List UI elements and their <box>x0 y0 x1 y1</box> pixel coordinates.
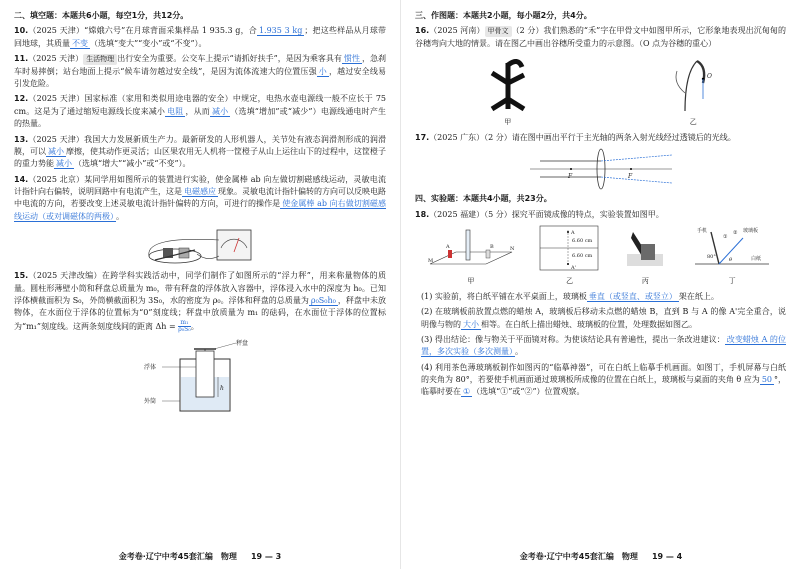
label-pan: 秤盘 <box>236 340 249 347</box>
figure-18-yi: A A' 6.60 cm 6.60 cm 乙 <box>538 224 602 287</box>
figure-16-yi: O 乙 <box>663 53 723 128</box>
svg-text:θ: θ <box>729 257 733 264</box>
svg-text:白纸: 白纸 <box>751 256 762 263</box>
figure-18-jia: A B M N 甲 <box>426 224 516 287</box>
figure-18-ding: 手机 玻璃板 白纸 ① ② 80° θ 丁 <box>689 224 775 287</box>
answer: 50 <box>761 375 772 385</box>
tracing-tool-photo <box>623 224 667 272</box>
label-float: 浮体 <box>144 364 157 371</box>
question-18: 18.（2025 福建）（5 分）探究平面镜成像的特点，实验装置如图甲。 <box>415 209 664 219</box>
buoyancy-scale-figure <box>140 337 260 415</box>
svg-text:A: A <box>570 230 575 237</box>
tracing-angle-diagram <box>689 224 775 272</box>
distance-1: 6.60 cm <box>571 238 592 245</box>
label-outer: 外筒 <box>144 398 157 405</box>
svg-text:玻璃板: 玻璃板 <box>743 228 759 235</box>
answer: ρ₀S₀h₀ <box>310 296 336 306</box>
answer: 减小 <box>56 159 72 169</box>
figure-18-row <box>415 224 786 287</box>
label-h: h <box>220 385 224 392</box>
answer: 减小 <box>211 106 229 116</box>
distance-2: 6.60 cm <box>571 253 592 260</box>
page-number: 19 — 4 <box>651 551 683 561</box>
footer-right: 金考卷·辽宁中考45套汇编 物理 19 — 4 <box>519 551 683 561</box>
question-18-part-4: (4) 利用茶色薄玻璃板制作如图丙的“临摹神器”，可在白纸上临摹手机画面。如图丁，手机屏幕与白纸的夹角为 80°，若要使手机画面通过玻璃板所成像的位置在白纸上，玻璃板与桌面的夹角 θ 应为 50 °，临摹时要在 ① （选填“①”或“②”）位置观察。 <box>421 362 787 397</box>
paper-record-figure <box>538 224 602 272</box>
answer-fraction: $\frac{\text{m₁}}{\text{ρ₀S₀}}$ <box>178 318 191 334</box>
question-14: 14.（2025 北京）某同学用如图所示的装置进行实验，使金属棒 ab 向左做切割磁感线运动，灵敏电流计指针向右偏转，说明回路中有电流产生，这是 电磁感应 现象。灵敏电流计指针偏转的方向可以反映电路中电流的方向，若要改变上述灵敏电流计指针偏转的方向，可进行的操作是 使金属棒 ab 向右做切割磁感线运动（或对调磁体的两极） 。 <box>14 174 386 221</box>
figure-16-jia: 甲 <box>478 53 538 128</box>
page-number: 19 — 3 <box>250 551 282 561</box>
svg-text:N: N <box>509 246 515 253</box>
answer: 使金属棒 ab 向右做切割磁感线运动（或对调磁体的两极） <box>14 199 386 221</box>
right-page <box>400 0 800 569</box>
answer: 电阻 <box>167 106 184 116</box>
topic-tag: 甲骨文 <box>485 26 512 37</box>
answer: 垂直（或竖直、或竖立） <box>588 291 677 301</box>
galvanometer-figure <box>135 226 265 268</box>
question-18-part-1: (1) 实验前，将白纸平铺在水平桌面上，玻璃板 垂直（或竖直、或竖立） 架在纸上。 <box>421 291 719 301</box>
lens-figure <box>526 147 676 191</box>
svg-text:手机: 手机 <box>697 228 708 235</box>
svg-text:80°: 80° <box>707 254 716 261</box>
section-title-fill-in: 二、填空题：本题共6小题，每空1分，共12分。 <box>14 11 189 20</box>
svg-text:A: A <box>445 244 450 251</box>
question-11: 11.（2025 天津） 生活物理 出行安全为重要。公交车上提示“请抓好扶手”，是因为乘客具有 惯性 ，急刹车时易摔倒；站台地面上提示“候车请勿越过安全线”，是因为流体流速大的位置压强 小 ，越过安全线易引发危险。 <box>14 54 387 88</box>
label-f-left: F <box>567 173 572 181</box>
question-13: 13.（2025 天津）我国大力发展新质生产力。最新研发的人形机器人，关节处有液态润滑剂形成的润滑膜，可以 减小 摩擦，使其动作更灵活；山区果农用无人机将一筐橙子从山上运往山下的过程中，这筐橙子的重力势能 减小 （选填“增大”“减小”或“不变”）。 <box>14 134 386 169</box>
figure-16-row <box>415 53 786 128</box>
oracle-he-character-icon <box>478 53 538 113</box>
question-15: 15.（2025 天津改编）在跨学科实践活动中，同学们制作了如图所示的“浮力秤”，用来称量物体的质量。圆柱形薄壁小筒和秤盘总质量为 m₀，带有秤盘的浮体放入容器中，浮体浸入水中的深度为 h₀。已知浮体横截面积为 S₀，外筒横截面积为 3S₀，水的密度为 ρ₀。浮体和秤盘的总质量为 ρ₀S₀h₀ ，秤盘中未放物体，在水面位于浮体的位置标为“0”刻度线；秤盘中放质量为 m₁ 的砝码，在水面位于浮体的位置标为“m₁”刻度线。这两条刻度线间的距离 Δh = $\frac{\text{m₁}}{\text{ρ₀S₀}}$ 。 <box>14 271 386 334</box>
svg-text:①: ① <box>723 234 728 241</box>
question-18-part-2: (2) 在玻璃板前放置点燃的蜡烛 A，玻璃板后移动未点燃的蜡烛 B，直到 B 与 A 的像 A'完全重合，说明像与物的 大小 相等。在白纸上描出蜡烛、玻璃板的位置，处理数据如图乙。 <box>421 307 786 329</box>
figure-18-bing: 丙 <box>623 224 667 287</box>
svg-text:B: B <box>489 244 494 251</box>
question-17: 17.（2025 广东）（2 分）请在图中画出平行于主光轴的两条入射光线经过透镜后的光线。 <box>415 132 736 142</box>
footer-left: 金考卷·辽宁中考45套汇编 物理 19 — 3 <box>118 551 282 561</box>
answer: 不变 <box>72 38 88 48</box>
question-12: 12.（2025 天津）国家标准（家用和类似用途电器的安全）中规定，电热水壶电源线一般不应长于 75 cm。这是为了通过缩短电源线长度来减小 电阻 ，从而 减小 （选填“增加”或“减少”）电源线通电时产生的热量。 <box>14 94 387 129</box>
question-16: 16.（2025 河南） 甲骨文 （2 分）我们熟悉的“禾”字在甲骨文中如图甲所示，它形象地表现出沉甸甸的谷穗弯向大地的情景。请在图乙中画出谷穗所受重力的示意图。（O 点为谷穗的重心） <box>415 26 786 48</box>
answer: 减小 <box>48 146 64 156</box>
plane-mirror-setup <box>426 224 516 272</box>
answer: ① <box>463 387 471 397</box>
answer: 改变蜡烛 A 的位置，多次实验（多次测量） <box>421 334 786 357</box>
svg-text:A': A' <box>570 265 576 272</box>
answer: 电磁感应 <box>184 187 216 197</box>
svg-text:M: M <box>427 258 433 265</box>
question-10: 10.（2025 天津）“嫦娥六号”在月球背面采集样品 1 935.3 g，合 1.935 3 kg ；把这些样品从月球带回地球，其质量 不变 （选填“变大”“变小”或“不变”）。 <box>14 26 387 48</box>
label-o: O <box>707 73 713 81</box>
answer: 大小 <box>463 319 479 329</box>
answer: 小 <box>318 66 327 76</box>
question-18-part-3: (3) 得出结论：像与物关于平面镜对称。为使该结论具有普遍性，提出一条改进建议： 改变蜡烛 A 的位置，多次实验（多次测量） 。 <box>421 334 786 357</box>
topic-tag: 生活物理 <box>83 54 117 65</box>
section-title-drawing: 三、作图题：本题共2小题，每小题2分，共4分。 <box>415 11 592 20</box>
svg-text:②: ② <box>733 230 738 237</box>
answer: 惯性 <box>343 54 360 64</box>
label-f-right: F <box>627 173 632 181</box>
grain-ear-figure <box>663 53 723 113</box>
answer: 1.935 3 kg <box>258 26 303 36</box>
section-title-experiment: 四、实验题：本题共4小题，共23分。 <box>415 194 552 204</box>
